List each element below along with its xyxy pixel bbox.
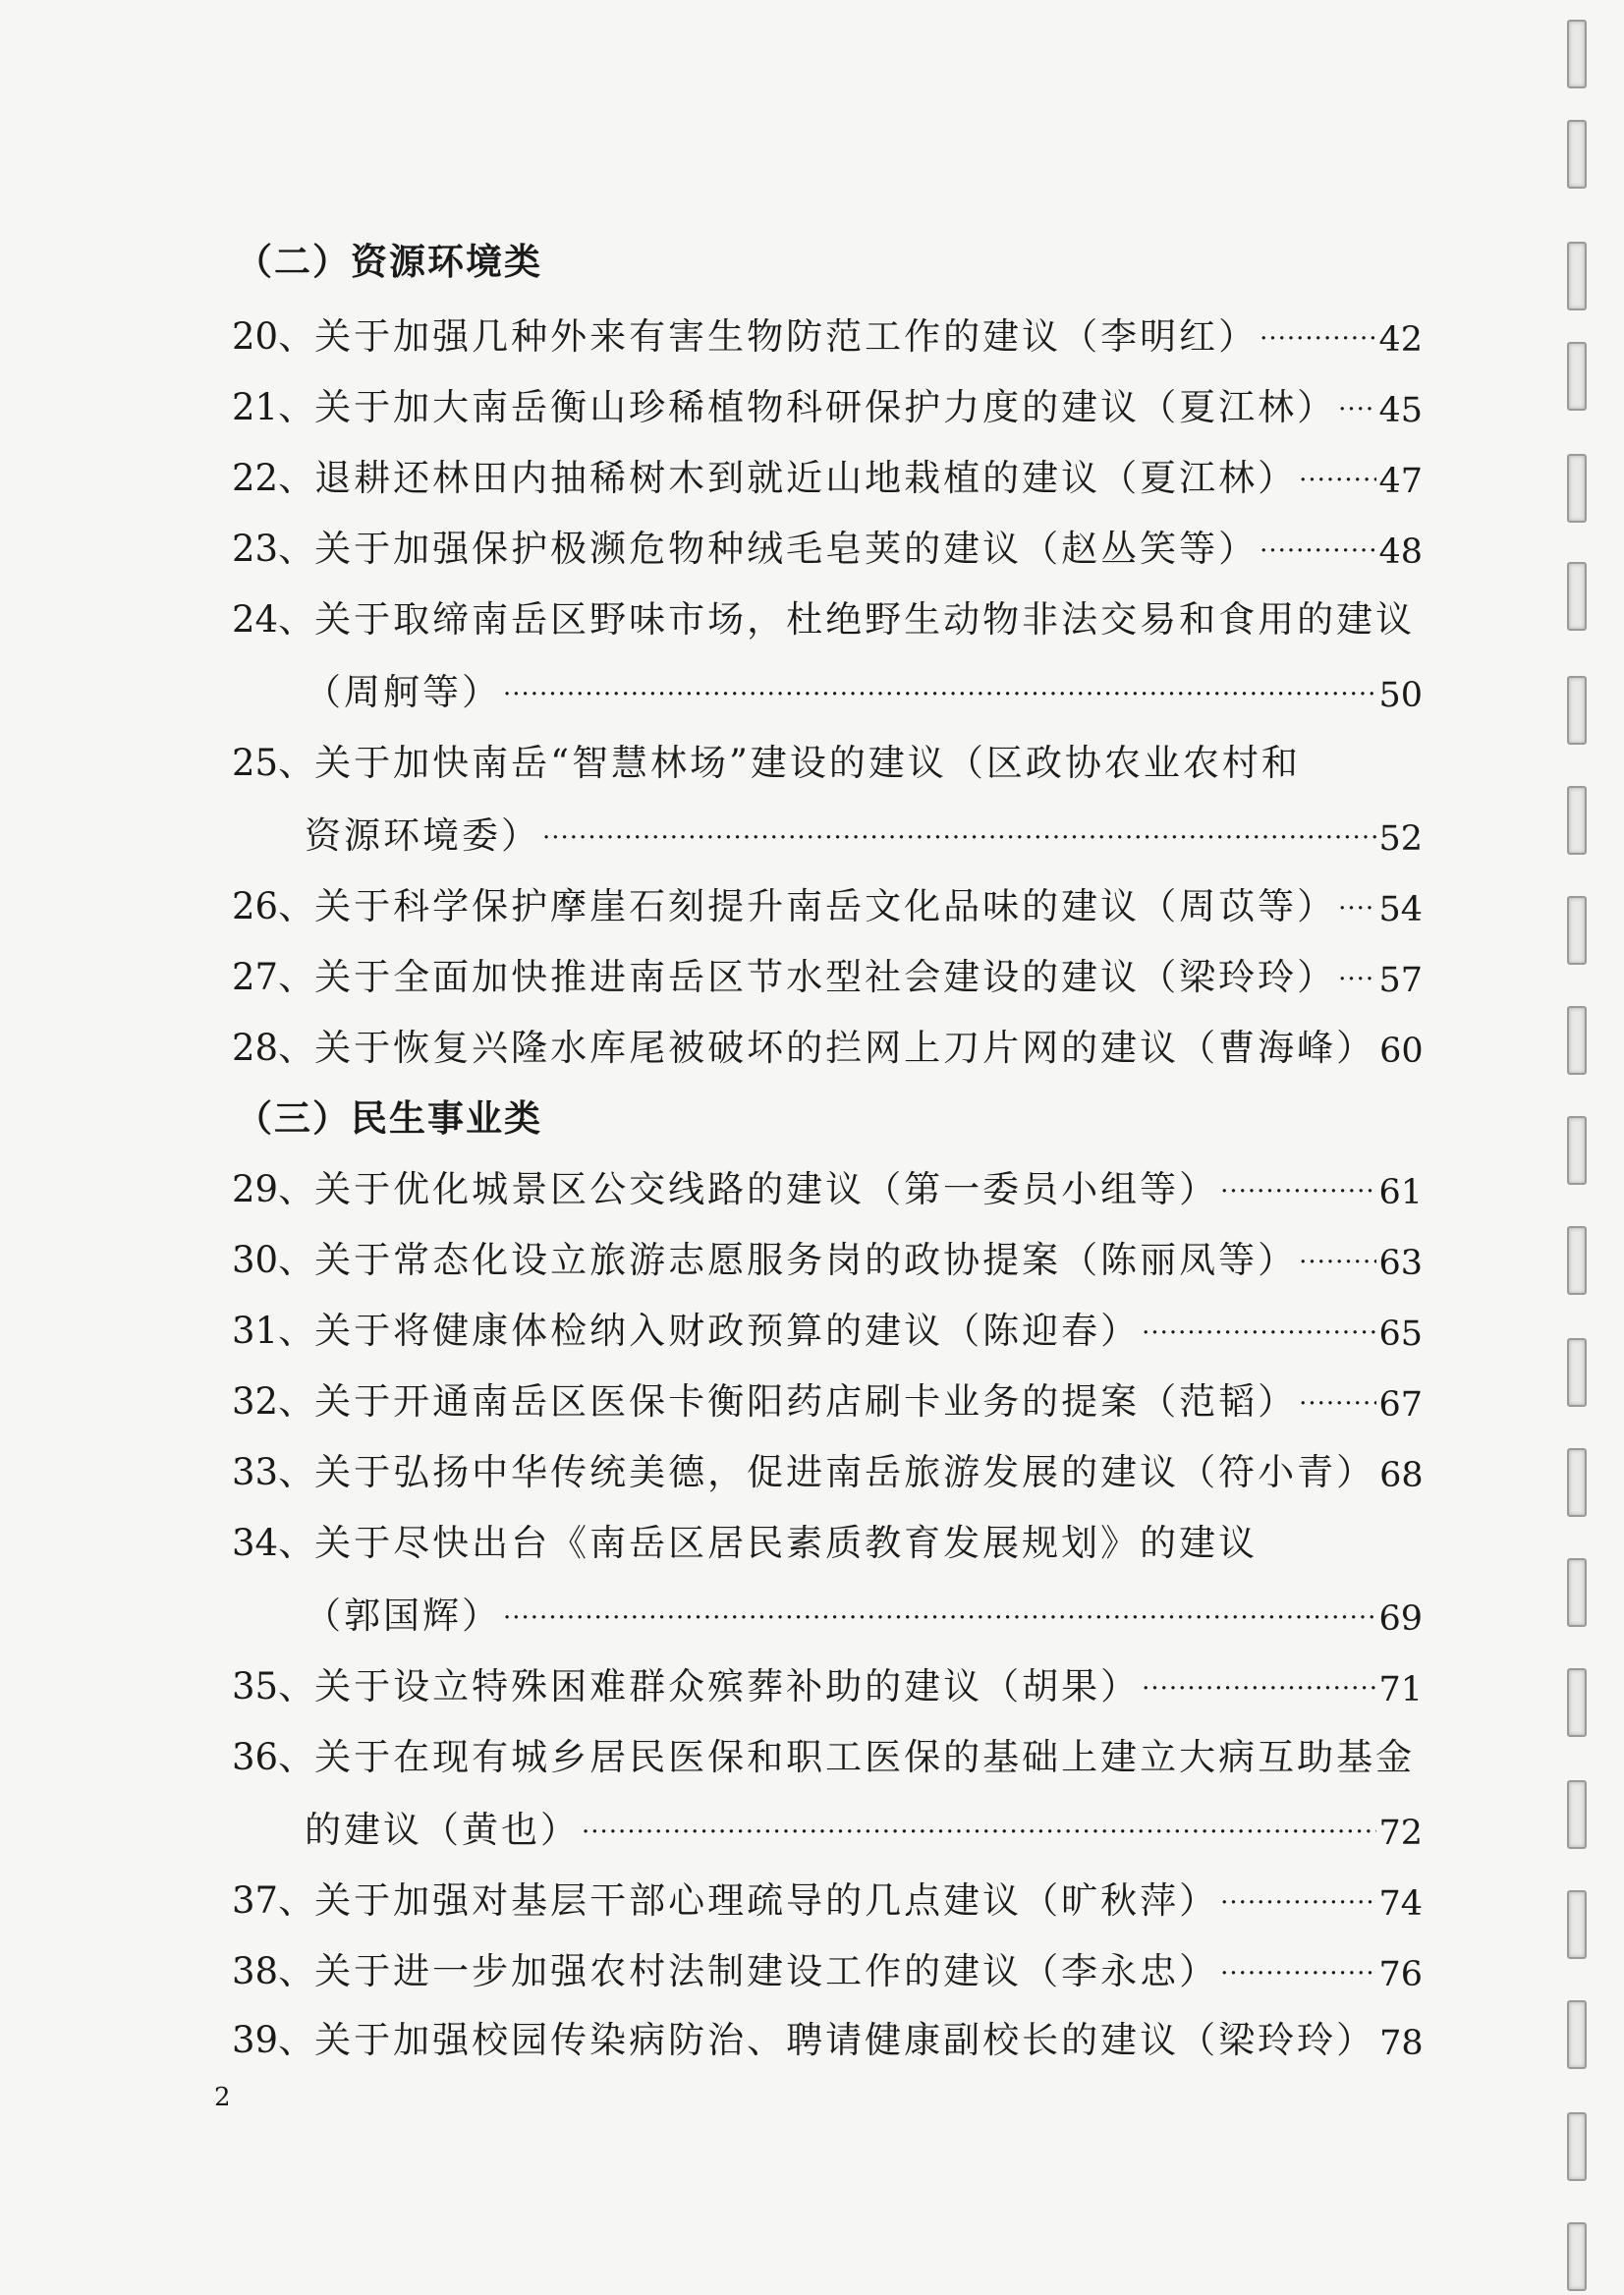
toc-entry	[232, 1507, 1423, 1566]
entry-page-number: 78	[1379, 2024, 1424, 2063]
binding-mark	[1567, 1890, 1587, 1959]
entry-page-number: 65	[1378, 1315, 1423, 1354]
section-heading: （二）资源环境类	[236, 240, 542, 283]
entry-page-number: 67	[1378, 1385, 1423, 1425]
entry-title: 关于优化城景区公交线路的建议（第一委员小组等）	[314, 1168, 1219, 1210]
leader-dots	[1338, 870, 1376, 929]
entry-number: 23、	[232, 528, 315, 570]
toc-entry	[232, 1935, 1423, 1994]
binding-mark	[1567, 454, 1587, 523]
binding-mark	[1567, 1780, 1587, 1849]
leader-dots	[1220, 1935, 1376, 1994]
entry-page-number: 45	[1378, 391, 1423, 430]
entry-page-number: 74	[1378, 1884, 1423, 1924]
binding-mark	[1567, 242, 1587, 310]
binding-mark	[1567, 2222, 1587, 2291]
binding-mark	[1567, 1558, 1587, 1627]
entry-title: 关于常态化设立旅游志愿服务岗的政协提案（陈丽凤等）	[314, 1239, 1298, 1281]
entry-number: 25、	[232, 742, 315, 784]
leader-dots	[1142, 1295, 1376, 1354]
entry-number: 22、	[232, 457, 315, 499]
binding-mark	[1567, 1226, 1587, 1295]
entry-title: 关于加强对基层干部心理疏导的几点建议（旷秋萍）	[314, 1879, 1219, 1922]
entry-number: 24、	[232, 598, 315, 641]
binding-mark	[1567, 896, 1587, 965]
toc-entry	[232, 870, 1423, 929]
leader-dots	[1220, 1865, 1376, 1924]
entry-title-continuation: 资源环境委）	[305, 814, 540, 857]
toc-entry	[232, 371, 1423, 430]
entry-title: 关于科学保护摩崖石刻提升南岳文化品味的建议（周苡等）	[314, 885, 1337, 927]
toc-entry	[232, 2004, 1423, 2063]
entry-number: 31、	[232, 1310, 315, 1352]
binding-mark	[1567, 562, 1587, 631]
entry-title: 关于加快南岳“智慧林场”建设的建议（区政协农业农村和	[314, 742, 1301, 784]
entry-title: 关于加大南岳衡山珍稀植物科研保护力度的建议（夏江林）	[314, 386, 1337, 428]
entry-title: 关于全面加快推进南岳区节水型社会建设的建议（梁玲玲）	[314, 956, 1337, 998]
entry-page-number: 47	[1378, 462, 1423, 501]
entry-number: 27、	[232, 956, 315, 998]
binding-mark	[1567, 1338, 1587, 1407]
entry-page-number: 42	[1378, 320, 1423, 360]
leader-dots	[503, 656, 1376, 715]
binding-mark	[1567, 342, 1587, 411]
toc-entry	[232, 1295, 1423, 1354]
entry-page-number: 48	[1378, 532, 1423, 572]
entry-number: 28、	[232, 1027, 315, 1069]
toc-entry	[232, 301, 1423, 360]
toc-entry	[232, 727, 1423, 786]
entry-number: 29、	[232, 1168, 315, 1210]
entry-title: 关于加强校园传染病防治、聘请健康副校长的建议（梁玲玲）	[314, 2019, 1376, 2061]
leader-dots	[1299, 1224, 1376, 1283]
entry-page-number: 54	[1378, 890, 1423, 929]
entry-number: 33、	[232, 1451, 315, 1493]
entry-page-number: 60	[1379, 1032, 1424, 1071]
entry-title: 关于设立特殊困难群众殡葬补助的建议（胡果）	[314, 1665, 1141, 1707]
leader-dots	[1142, 1651, 1376, 1709]
entry-title: 关于加强几种外来有害生物防范工作的建议（李明红）	[314, 315, 1259, 358]
entry-page-number: 69	[1378, 1599, 1423, 1639]
binding-mark	[1567, 1448, 1587, 1517]
entry-title-continuation: 的建议（黄也）	[305, 1809, 580, 1851]
toc-entry	[232, 941, 1423, 1000]
entry-title: 关于尽快出台《南岳区居民素质教育发展规划》的建议	[314, 1522, 1259, 1564]
leader-dots	[1338, 941, 1376, 1000]
binding-mark	[1567, 120, 1587, 189]
toc-entry	[232, 1721, 1423, 1780]
entry-title: 关于在现有城乡居民医保和职工医保的基础上建立大病互助基金	[314, 1736, 1416, 1778]
entry-page-number: 68	[1379, 1456, 1424, 1495]
toc-entry-continuation	[305, 656, 1423, 715]
leader-dots	[1299, 1366, 1376, 1425]
toc-entry	[232, 1865, 1423, 1924]
entry-title: 关于加强保护极濒危物种绒毛皂荚的建议（赵丛笑等）	[314, 528, 1259, 570]
toc-entry	[232, 1436, 1423, 1495]
leader-dots	[1220, 1153, 1376, 1212]
entry-number: 26、	[232, 885, 315, 927]
entry-title: 关于恢复兴隆水库尾被破坏的拦网上刀片网的建议（曹海峰）	[314, 1027, 1376, 1069]
entry-page-number: 61	[1378, 1173, 1423, 1212]
page-number: 2	[214, 2083, 231, 2112]
toc-entry	[232, 1366, 1423, 1425]
entry-number: 30、	[232, 1239, 315, 1281]
entry-title-continuation: （郭国辉）	[305, 1595, 501, 1637]
leader-dots	[1299, 442, 1376, 501]
leader-dots	[1338, 371, 1376, 430]
entry-title: 关于将健康体检纳入财政预算的建议（陈迎春）	[314, 1310, 1141, 1352]
entry-number: 39、	[232, 2019, 315, 2061]
toc-entry-continuation	[305, 1794, 1423, 1853]
binding-mark	[1567, 20, 1587, 88]
entry-number: 36、	[232, 1736, 315, 1778]
toc-entry	[232, 513, 1423, 572]
toc-entry	[232, 1153, 1423, 1212]
binding-mark	[1567, 2000, 1587, 2069]
entry-page-number: 52	[1378, 819, 1423, 859]
toc-entry	[232, 442, 1423, 501]
binding-mark	[1567, 786, 1587, 855]
entry-page-number: 71	[1378, 1670, 1423, 1709]
toc-entry	[232, 1651, 1423, 1709]
toc-entry-continuation	[305, 800, 1423, 859]
binding-mark	[1567, 2112, 1587, 2181]
entry-title: 关于进一步加强农村法制建设工作的建议（李永忠）	[314, 1950, 1219, 1992]
entry-title: 关于取缔南岳区野味市场，杜绝野生动物非法交易和食用的建议	[314, 598, 1416, 641]
entry-page-number: 50	[1378, 676, 1423, 715]
leader-dots	[1260, 513, 1376, 572]
entry-number: 37、	[232, 1879, 315, 1922]
entry-number: 34、	[232, 1522, 315, 1564]
toc-entry	[232, 584, 1423, 643]
entry-number: 20、	[232, 315, 315, 358]
toc-entry-continuation	[305, 1580, 1423, 1639]
binding-mark	[1567, 1006, 1587, 1075]
entry-page-number: 57	[1378, 961, 1423, 1000]
binding-mark	[1567, 1116, 1587, 1185]
entry-number: 32、	[232, 1380, 315, 1423]
entry-number: 21、	[232, 386, 315, 428]
entry-title: 退耕还林田内抽稀树木到就近山地栽植的建议（夏江林）	[314, 457, 1298, 499]
entry-page-number: 63	[1378, 1244, 1423, 1283]
leader-dots	[582, 1794, 1376, 1853]
binding-mark	[1567, 676, 1587, 745]
binding-mark	[1567, 1668, 1587, 1737]
leader-dots	[1260, 301, 1376, 360]
entry-title: 关于弘扬中华传统美德，促进南岳旅游发展的建议（符小青）	[314, 1451, 1376, 1493]
entry-page-number: 76	[1378, 1955, 1423, 1994]
leader-dots	[542, 800, 1376, 859]
entry-number: 35、	[232, 1665, 315, 1707]
entry-page-number: 72	[1378, 1814, 1423, 1853]
entry-number: 38、	[232, 1950, 315, 1992]
leader-dots	[503, 1580, 1376, 1639]
entry-title-continuation: （周舸等）	[305, 671, 501, 713]
section-heading: （三）民生事业类	[236, 1096, 542, 1140]
entry-title: 关于开通南岳区医保卡衡阳药店刷卡业务的提案（范韬）	[314, 1380, 1298, 1423]
toc-entry	[232, 1224, 1423, 1283]
toc-entry	[232, 1012, 1423, 1071]
